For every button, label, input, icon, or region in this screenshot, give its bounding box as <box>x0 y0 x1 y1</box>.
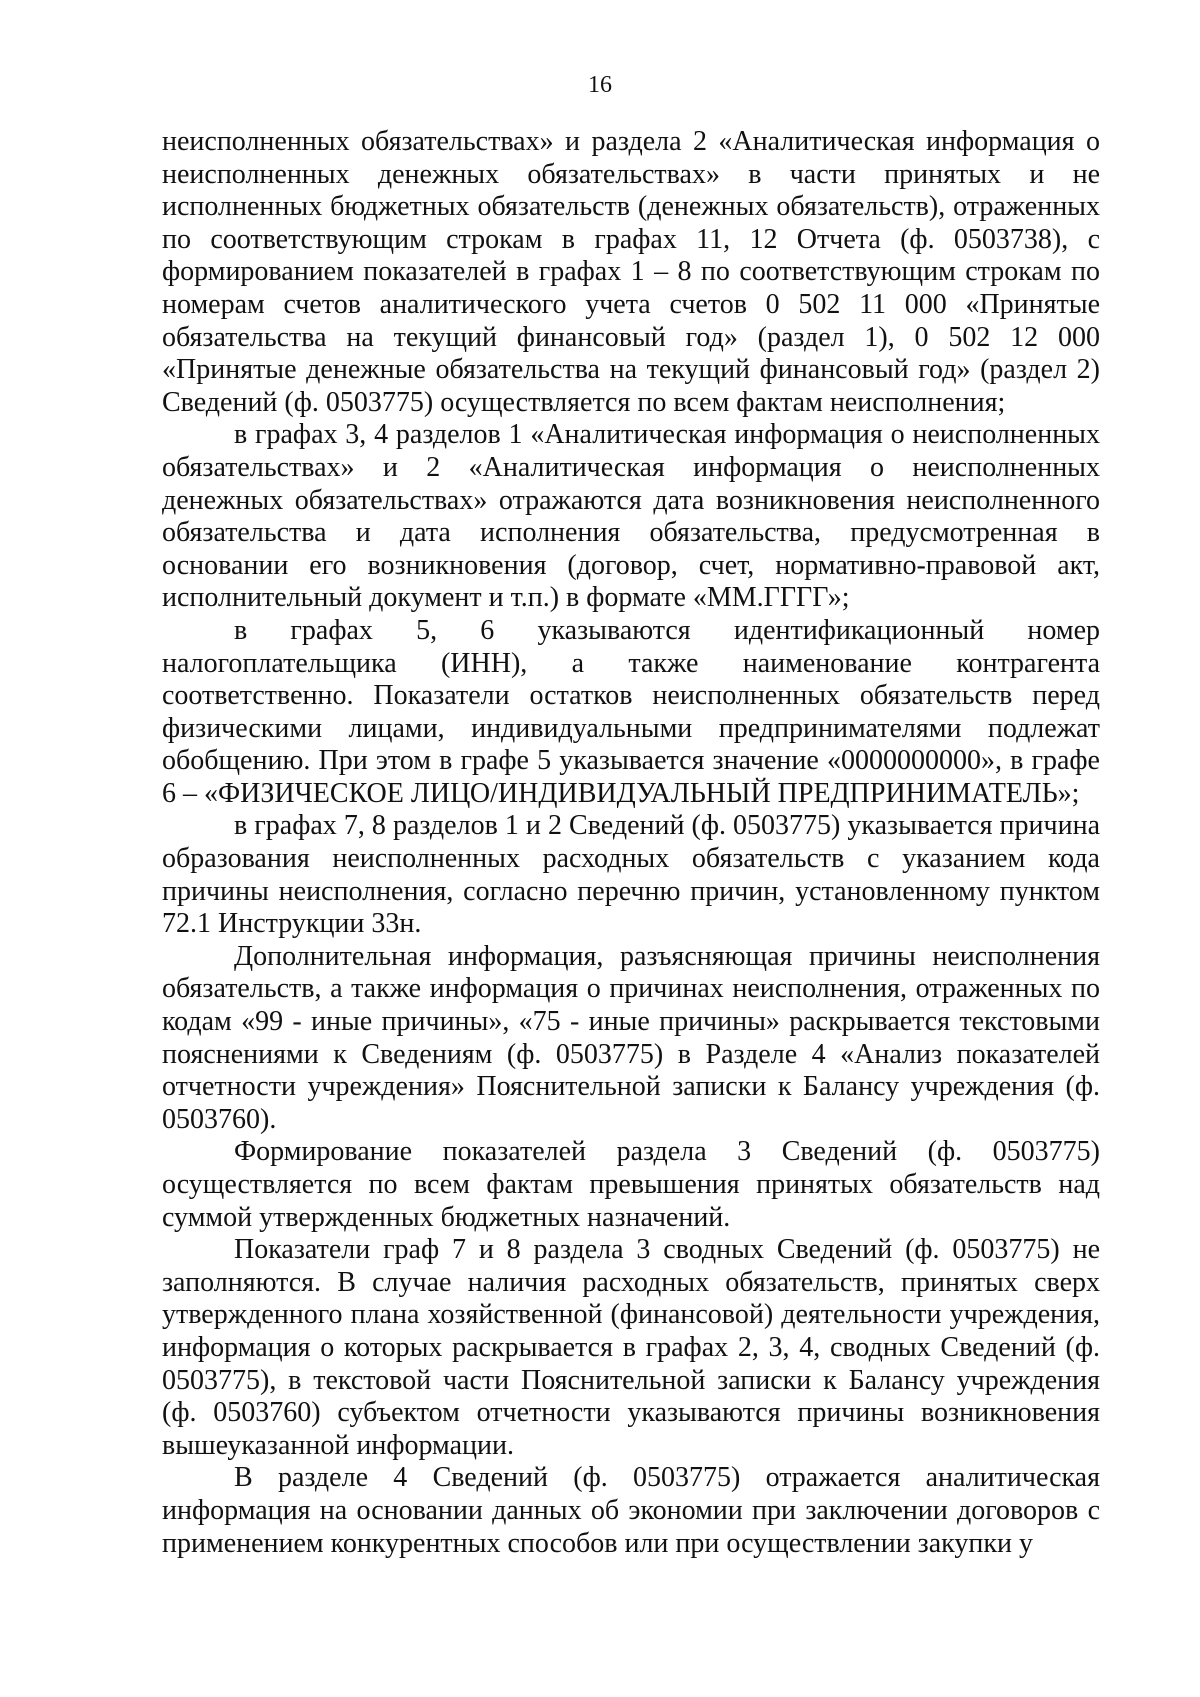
paragraph-section-4: В разделе 4 Сведений (ф. 0503775) отражается аналитическая информация на основании данных об экономии при заключении договоров с применением конкурентных способов или при осуществлении закупки у <box>162 1462 1100 1559</box>
paragraph-reasons: в графах 7, 8 разделов 1 и 2 Сведений (ф. 0503775) указывается причина образования неисполненных расходных обязательств с указанием кода причины неисполнения, согласно перечню причин, установленному пунктом 72.1 Инструкции 33н. <box>162 810 1100 940</box>
paragraph-continuation: неисполненных обязательствах» и раздела 2 «Аналитическая информация о неисполненных денежных обязательствах» в части принятых и не исполненных бюджетных обязательств (денежных обязательств), отраженных по соответствующим строкам в графах 11, 12 Отчета (ф. 0503738), с формированием показателей в графах 1 – 8 по соответствующим строкам по номерам счетов аналитического учета счетов 0 502 11 000 «Принятые обязательства на текущий финансовый год» (раздел 1), 0 502 12 000 «Принятые денежные обязательства на текущий финансовый год» (раздел 2) Сведений (ф. 0503775) осуществляется по всем фактам неисполнения; <box>162 126 1100 418</box>
paragraph-columns-7-8: Показатели граф 7 и 8 раздела 3 сводных Сведений (ф. 0503775) не заполняются. В случае наличия расходных обязательств, принятых сверх утвержденного плана хозяйственной (финансовой) деятельности учреждения, информация о которых раскрывается в графах 2, 3, 4, сводных Сведений (ф. 0503775), в текстовой части Пояснительной записки к Балансу учреждения (ф. 0503760) субъектом отчетности указываются причины возникновения вышеуказанной информации. <box>162 1234 1100 1461</box>
page-number: 16 <box>588 72 612 98</box>
document-body <box>162 126 1100 1560</box>
paragraph-dates: в графах 3, 4 разделов 1 «Аналитическая информация о неисполненных обязательствах» и 2 «Аналитическая информация о неисполненных денежных обязательствах» отражаются дата возникновения неисполненного обязательства и дата исполнения обязательства, предусмотренная в основании его возникновения (договор, счет, нормативно-правовой акт, исполнительный документ и т.п.) в формате «ММ.ГГГГ»; <box>162 419 1100 614</box>
paragraph-inn: в графах 5, 6 указываются идентификационный номер налогоплательщика (ИНН), а также наименование контрагента соответственно. Показатели остатков неисполненных обязательств перед физическими лицами, индивидуальными предпринимателями подлежат обобщению. При этом в графе 5 указывается значение «0000000000», в графе 6 – «ФИЗИЧЕСКОЕ ЛИЦО/ИНДИВИДУАЛЬНЫЙ ПРЕДПРИНИМАТЕЛЬ»; <box>162 614 1100 809</box>
paragraph-additional-info: Дополнительная информация, разъясняющая причины неисполнения обязательств, а также информация о причинах неисполнения, отраженных по кодам «99 - иные причины», «75 - иные причины» раскрывается текстовыми пояснениями к Сведениям (ф. 0503775) в Разделе 4 «Анализ показателей отчетности учреждения» Пояснительной записки к Балансу учреждения (ф. 0503760). <box>162 940 1100 1135</box>
paragraph-section-3: Формирование показателей раздела 3 Сведений (ф. 0503775) осуществляется по всем фактам превышения принятых обязательств над суммой утвержденных бюджетных назначений. <box>162 1136 1100 1233</box>
